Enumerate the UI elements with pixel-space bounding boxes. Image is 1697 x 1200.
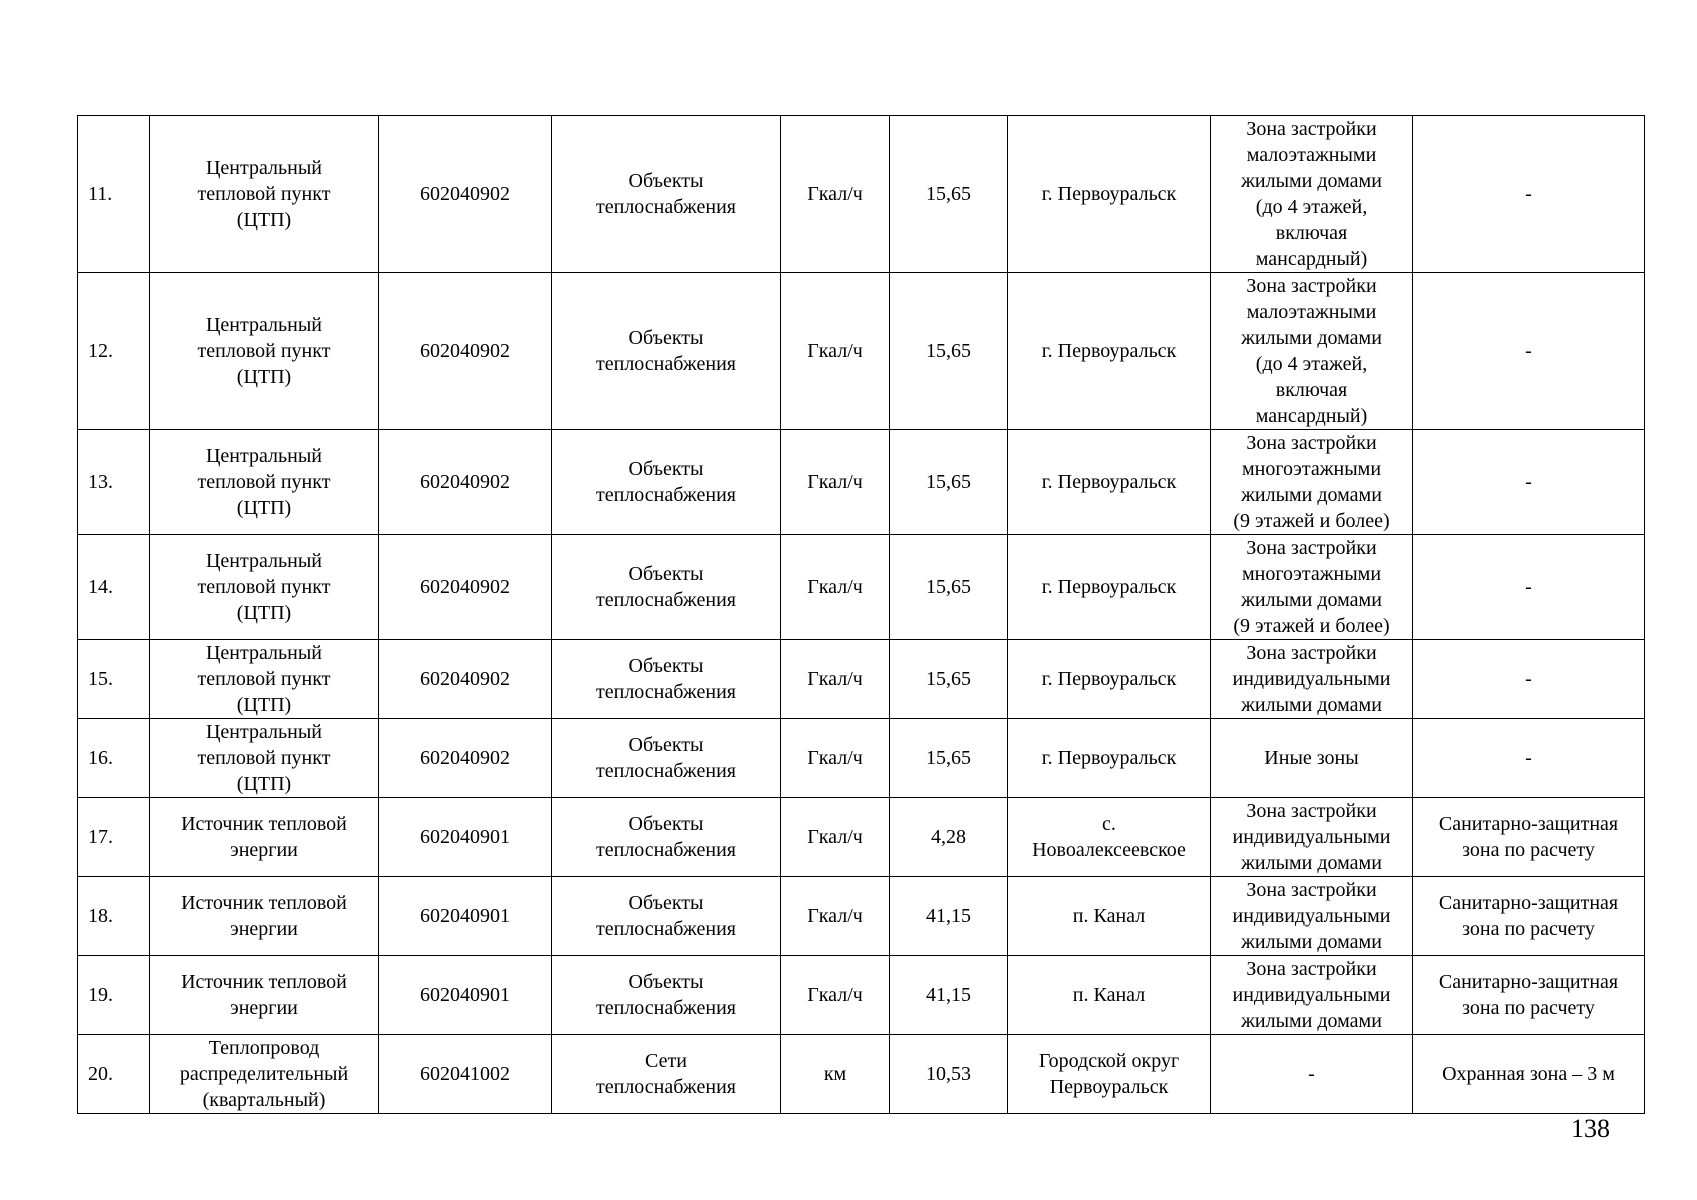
- cell-unit: Гкал/ч: [781, 798, 890, 877]
- cell-object-code: 602040902: [379, 116, 552, 273]
- cell-object-code: 602040902: [379, 273, 552, 430]
- cell-object-code: 602040902: [379, 640, 552, 719]
- cell-number: 18.: [78, 877, 150, 956]
- cell-zone: Зона застройки малоэтажными жилыми домами (до 4 этажей, включая мансардный): [1211, 116, 1413, 273]
- cell-value: 10,53: [890, 1035, 1008, 1114]
- cell-value: 15,65: [890, 430, 1008, 535]
- cell-protection-zone: -: [1413, 535, 1645, 640]
- cell-number: 12.: [78, 273, 150, 430]
- table-row: [78, 798, 1645, 877]
- cell-number: 20.: [78, 1035, 150, 1114]
- cell-object-code: 602040901: [379, 798, 552, 877]
- cell-protection-zone: Охранная зона – 3 м: [1413, 1035, 1645, 1114]
- cell-value: 15,65: [890, 640, 1008, 719]
- cell-value: 4,28: [890, 798, 1008, 877]
- cell-object-code: 602041002: [379, 1035, 552, 1114]
- cell-object-code: 602040902: [379, 535, 552, 640]
- cell-object-name: Источник тепловой энергии: [150, 877, 379, 956]
- cell-location: с. Новоалексеевское: [1008, 798, 1211, 877]
- cell-object-name: Центральный тепловой пункт (ЦТП): [150, 116, 379, 273]
- cell-object-type: Объекты теплоснабжения: [552, 956, 781, 1035]
- cell-object-type: Объекты теплоснабжения: [552, 719, 781, 798]
- cell-object-name: Центральный тепловой пункт (ЦТП): [150, 719, 379, 798]
- cell-object-type: Объекты теплоснабжения: [552, 273, 781, 430]
- cell-object-type: Объекты теплоснабжения: [552, 877, 781, 956]
- page-number: 138: [1571, 1114, 1610, 1143]
- cell-number: 13.: [78, 430, 150, 535]
- cell-number: 15.: [78, 640, 150, 719]
- cell-object-name: Центральный тепловой пункт (ЦТП): [150, 640, 379, 719]
- cell-zone: Зона застройки многоэтажными жилыми домами (9 этажей и более): [1211, 535, 1413, 640]
- cell-location: г. Первоуральск: [1008, 719, 1211, 798]
- cell-zone: Зона застройки индивидуальными жилыми домами: [1211, 956, 1413, 1035]
- cell-unit: Гкал/ч: [781, 273, 890, 430]
- cell-value: 15,65: [890, 535, 1008, 640]
- cell-object-code: 602040901: [379, 956, 552, 1035]
- cell-object-type: Объекты теплоснабжения: [552, 535, 781, 640]
- cell-zone: Зона застройки малоэтажными жилыми домами (до 4 этажей, включая мансардный): [1211, 273, 1413, 430]
- cell-object-type: Объекты теплоснабжения: [552, 430, 781, 535]
- cell-object-name: Источник тепловой энергии: [150, 798, 379, 877]
- cell-protection-zone: -: [1413, 640, 1645, 719]
- cell-zone: Зона застройки индивидуальными жилыми домами: [1211, 640, 1413, 719]
- cell-unit: км: [781, 1035, 890, 1114]
- cell-value: 41,15: [890, 877, 1008, 956]
- cell-unit: Гкал/ч: [781, 535, 890, 640]
- cell-number: 17.: [78, 798, 150, 877]
- cell-value: 15,65: [890, 116, 1008, 273]
- cell-location: п. Канал: [1008, 877, 1211, 956]
- cell-location: г. Первоуральск: [1008, 640, 1211, 719]
- cell-number: 19.: [78, 956, 150, 1035]
- cell-zone: Зона застройки многоэтажными жилыми домами (9 этажей и более): [1211, 430, 1413, 535]
- table-body: [78, 116, 1645, 1114]
- cell-zone: -: [1211, 1035, 1413, 1114]
- cell-zone: Зона застройки индивидуальными жилыми домами: [1211, 877, 1413, 956]
- cell-number: 11.: [78, 116, 150, 273]
- cell-unit: Гкал/ч: [781, 719, 890, 798]
- table-row: [78, 535, 1645, 640]
- table-row: [78, 116, 1645, 273]
- cell-protection-zone: -: [1413, 719, 1645, 798]
- cell-object-type: Сети теплоснабжения: [552, 1035, 781, 1114]
- cell-object-name: Центральный тепловой пункт (ЦТП): [150, 430, 379, 535]
- cell-object-code: 602040902: [379, 430, 552, 535]
- cell-unit: Гкал/ч: [781, 116, 890, 273]
- cell-location: Городской округ Первоуральск: [1008, 1035, 1211, 1114]
- cell-location: г. Первоуральск: [1008, 535, 1211, 640]
- cell-value: 15,65: [890, 273, 1008, 430]
- cell-zone: Иные зоны: [1211, 719, 1413, 798]
- table-row: [78, 877, 1645, 956]
- cell-unit: Гкал/ч: [781, 956, 890, 1035]
- cell-object-name: Центральный тепловой пункт (ЦТП): [150, 273, 379, 430]
- cell-value: 41,15: [890, 956, 1008, 1035]
- cell-protection-zone: Санитарно-защитная зона по расчету: [1413, 956, 1645, 1035]
- cell-location: г. Первоуральск: [1008, 116, 1211, 273]
- cell-location: п. Канал: [1008, 956, 1211, 1035]
- cell-number: 14.: [78, 535, 150, 640]
- table-row: [78, 273, 1645, 430]
- cell-object-name: Центральный тепловой пункт (ЦТП): [150, 535, 379, 640]
- table-row: [78, 1035, 1645, 1114]
- cell-location: г. Первоуральск: [1008, 273, 1211, 430]
- heat-supply-objects-table: [77, 115, 1645, 1114]
- cell-number: 16.: [78, 719, 150, 798]
- cell-object-code: 602040901: [379, 877, 552, 956]
- cell-protection-zone: -: [1413, 116, 1645, 273]
- cell-object-code: 602040902: [379, 719, 552, 798]
- cell-object-name: Источник тепловой энергии: [150, 956, 379, 1035]
- cell-object-name: Теплопровод распределительный (квартальный): [150, 1035, 379, 1114]
- table-row: [78, 956, 1645, 1035]
- cell-object-type: Объекты теплоснабжения: [552, 640, 781, 719]
- table-row: [78, 719, 1645, 798]
- table-row: [78, 640, 1645, 719]
- cell-object-type: Объекты теплоснабжения: [552, 116, 781, 273]
- cell-protection-zone: Санитарно-защитная зона по расчету: [1413, 798, 1645, 877]
- cell-protection-zone: -: [1413, 430, 1645, 535]
- cell-location: г. Первоуральск: [1008, 430, 1211, 535]
- cell-protection-zone: -: [1413, 273, 1645, 430]
- cell-object-type: Объекты теплоснабжения: [552, 798, 781, 877]
- cell-unit: Гкал/ч: [781, 430, 890, 535]
- cell-unit: Гкал/ч: [781, 640, 890, 719]
- table-row: [78, 430, 1645, 535]
- cell-protection-zone: Санитарно-защитная зона по расчету: [1413, 877, 1645, 956]
- cell-unit: Гкал/ч: [781, 877, 890, 956]
- cell-value: 15,65: [890, 719, 1008, 798]
- cell-zone: Зона застройки индивидуальными жилыми домами: [1211, 798, 1413, 877]
